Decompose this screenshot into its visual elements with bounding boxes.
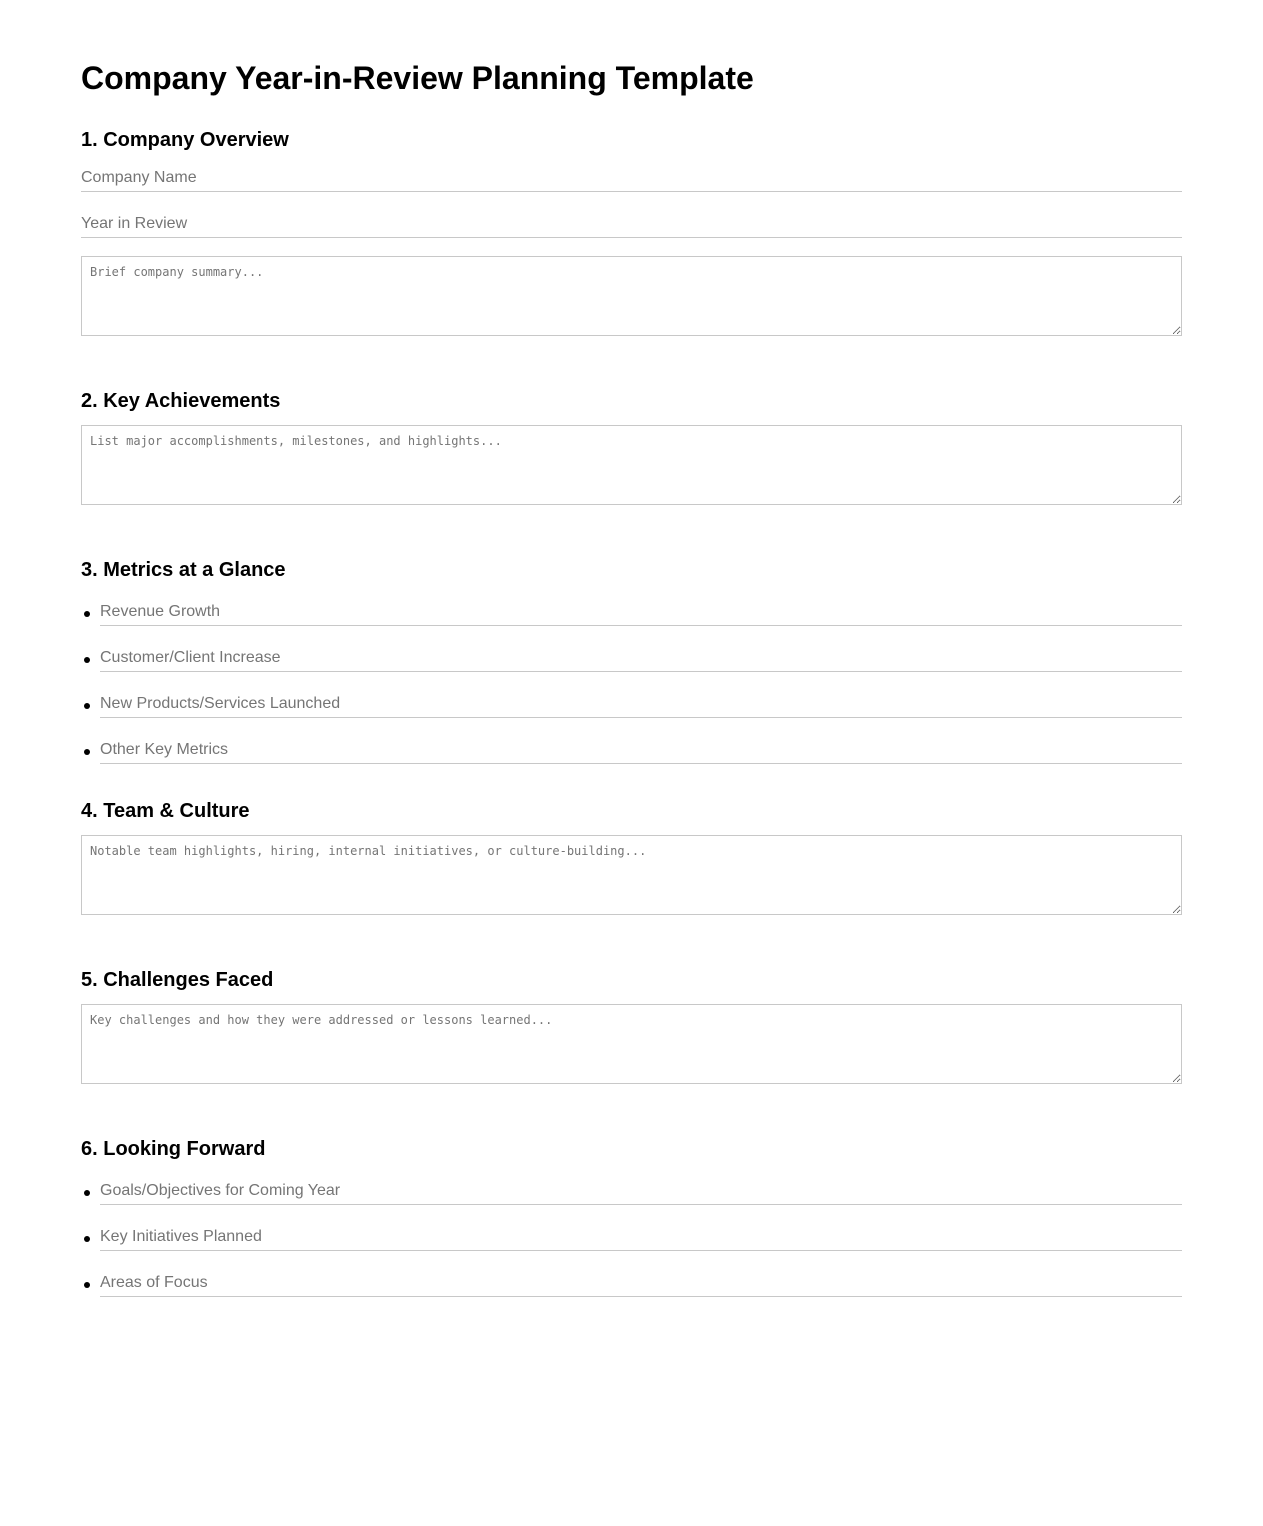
challenges-textarea[interactable] [81,1004,1182,1084]
bullet-icon [84,611,90,617]
company-summary-textarea[interactable] [81,256,1182,336]
team-culture-textarea[interactable] [81,835,1182,915]
metrics-list-item [81,598,1182,626]
metrics-list-item [81,690,1182,718]
bullet-icon [84,749,90,755]
bullet-icon [84,1236,90,1242]
bullet-icon [84,703,90,709]
bullet-icon [84,657,90,663]
section-heading-challenges: 5. Challenges Faced [81,969,274,991]
new-products-input[interactable] [100,690,1182,718]
section-heading-team-culture: 4. Team & Culture [81,800,250,822]
looking-forward-list-item [81,1223,1182,1251]
section-heading-key-achievements: 2. Key Achievements [81,390,281,412]
key-initiatives-input[interactable] [100,1223,1182,1251]
looking-forward-list-item [81,1269,1182,1297]
key-achievements-textarea[interactable] [81,425,1182,505]
section-heading-looking-forward: 6. Looking Forward [81,1138,266,1160]
areas-of-focus-input[interactable] [100,1269,1182,1297]
section-heading-metrics: 3. Metrics at a Glance [81,559,286,581]
metrics-list-item [81,736,1182,764]
looking-forward-list-item [81,1177,1182,1205]
section-heading-company-overview: 1. Company Overview [81,129,289,151]
metrics-list-item [81,644,1182,672]
goals-input[interactable] [100,1177,1182,1205]
bullet-icon [84,1282,90,1288]
other-metrics-input[interactable] [100,736,1182,764]
bullet-icon [84,1190,90,1196]
customer-increase-input[interactable] [100,644,1182,672]
revenue-growth-input[interactable] [100,598,1182,626]
year-in-review-input[interactable] [81,210,1182,238]
company-name-input[interactable] [81,164,1182,192]
page-title: Company Year-in-Review Planning Template [81,60,754,96]
